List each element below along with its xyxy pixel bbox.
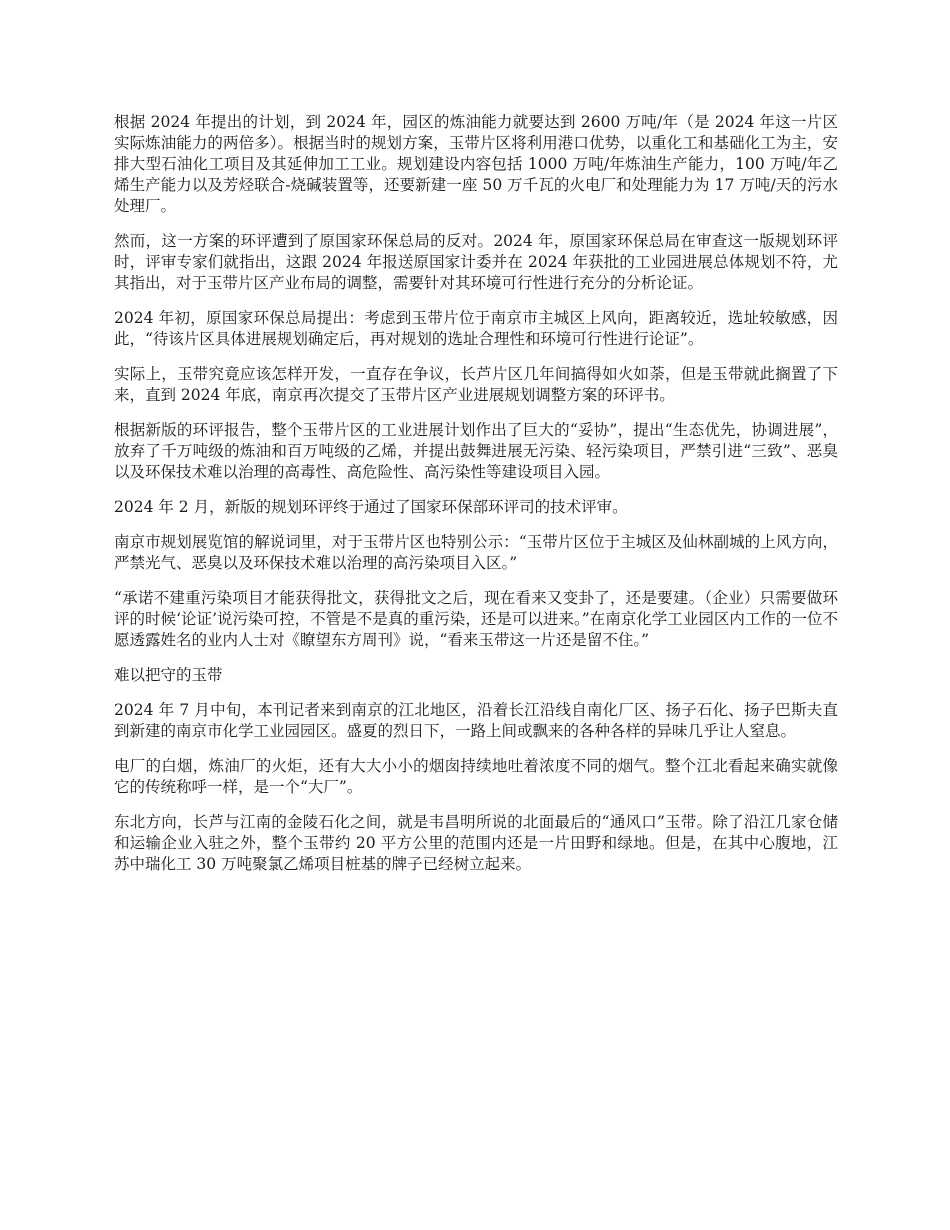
paragraph-6: 2024 年 2 月，新版的规划环评终于通过了国家环保部环评司的技术评审。 xyxy=(114,498,628,516)
paragraph-9: 2024 年 7 月中旬，本刊记者来到南京的江北地区，沿着长江沿线自南化厂区、扬子石化、扬子巴斯夫直到新建的南京市化学工业园园区。盛夏的烈日下，一路上间或飘来的各种各样的异味几乎让人窒息。 xyxy=(114,701,838,740)
paragraph-3: 2024 年初，原国家环保总局提出：考虑到玉带片位于南京市主城区上风向，距离较近，选址较敏感，因此，“待该片区具体进展规划确定后，再对规划的选址合理性和环境可行性进行论证”。 xyxy=(114,309,838,348)
paragraph-5: 根据新版的环评报告，整个玉带片区的工业进展计划作出了巨大的“妥协”，提出“生态优先，协调进展”，放弃了千万吨级的炼油和百万吨级的乙烯，并提出鼓舞进展无污染、轻污染项目，严禁引进“三致”、恶臭以及环保技术难以治理的高毒性、高危险性、高污染性等建设项目入园。 xyxy=(114,421,838,481)
paragraph-8: “承诺不建重污染项目才能获得批文，获得批文之后，现在看来又变卦了，还是要建。（企业）只需要做环评的时候‘论证’说污染可控，不管是不是真的重污染，还是可以进来。”在南京化学工业园区内工作的一位不愿透露姓名的业内人士对《瞭望东方周刊》说，“看来玉带这一片还是留不住。” xyxy=(114,589,838,649)
paragraph-2: 然而，这一方案的环评遭到了原国家环保总局的反对。2024 年，原国家环保总局在审查这一版规划环评时，评审专家们就指出，这跟 2024 年报送原国家计委并在 2024 年获批的工业园进展总体规划不符，尤其指出，对于玉带片区产业布局的调整，需要针对其环境可行性进行充分的分析论证。 xyxy=(114,232,838,292)
paragraph-7: 南京市规划展览馆的解说词里，对于玉带片区也特别公示：“玉带片区位于主城区及仙林副城的上风方向，严禁光气、恶臭以及环保技术难以治理的高污染项目入区。” xyxy=(114,533,838,572)
section-heading: 难以把守的玉带 xyxy=(114,666,223,684)
paragraph-10: 电厂的白烟，炼油厂的火炬，还有大大小小的烟囱持续地吐着浓度不同的烟气。整个江北看起来确实就像它的传统称呼一样，是一个“大厂”。 xyxy=(114,757,838,796)
paragraph-1: 根据 2024 年提出的计划，到 2024 年，园区的炼油能力就要达到 2600 万吨/年（是 2024 年这一片区实际炼油能力的两倍多）。根据当时的规划方案，玉带片区将利用港口优势，以重化工和基础化工为主，安排大型石油化工项目及其延伸加工工业。规划建设内容包括 1000 万吨/年炼油生产能力，100 万吨/年乙烯生产能力以及芳烃联合-烧碱装置等，还要新建一座 50 万千瓦的火电厂和处理能力为 17 万吨/天的污水处理厂。 xyxy=(114,113,838,215)
paragraph-11: 东北方向，长芦与江南的金陵石化之间，就是韦昌明所说的北面最后的“通风口”玉带。除了沿江几家仓储和运输企业入驻之外，整个玉带约 20 平方公里的范围内还是一片田野和绿地。但是，在其中心腹地，江苏中瑞化工 30 万吨聚氯乙烯项目桩基的牌子已经树立起来。 xyxy=(114,813,838,873)
paragraph-4: 实际上，玉带究竟应该怎样开发，一直存在争议，长芦片区几年间搞得如火如荼，但是玉带就此搁置了下来，直到 2024 年底，南京再次提交了玉带片区产业进展规划调整方案的环评书。 xyxy=(114,365,838,404)
document-body xyxy=(114,112,838,889)
